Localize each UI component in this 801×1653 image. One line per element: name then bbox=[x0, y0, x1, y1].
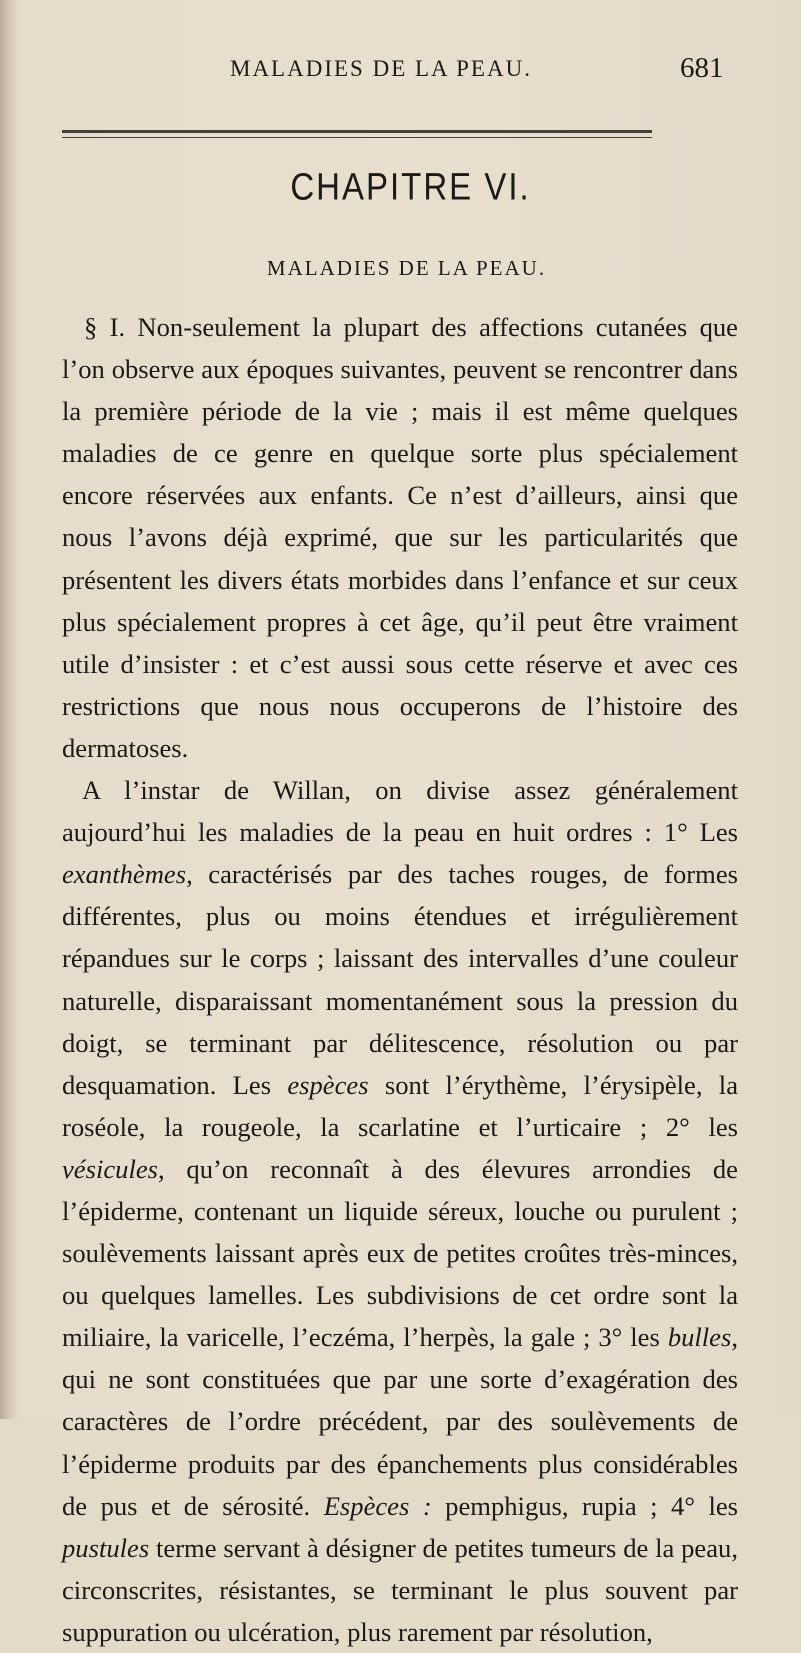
italic-term: exanthèmes bbox=[62, 859, 187, 890]
italic-term: pustules bbox=[62, 1532, 150, 1563]
paragraph-2-text: , caractérisés par des taches rouges, de formes différentes, plus ou moins étendues et irrégulièrement répandues sur le corps ; laissant des intervalles d’une couleur naturelle, disparaissant momentanément sous la pression du doigt, se terminant par délitescence, résolution ou par desquamation. Les bbox=[62, 859, 738, 1100]
paragraph-2 bbox=[62, 769, 738, 1653]
header-rule bbox=[62, 130, 652, 138]
italic-term: Espèces : bbox=[323, 1490, 432, 1521]
paragraph-2-text: , qui ne sont constituées que par une sorte d’exagération des caractères de l’ordre précédent, par des soulèvements de l’épiderme produits par des épanchements plus considérables de pus et de sérosité. bbox=[62, 1322, 738, 1521]
body-text bbox=[62, 306, 738, 1653]
page-number: 681 bbox=[680, 52, 724, 84]
page-binding-edge bbox=[0, 0, 18, 1419]
chapter-title: CHAPITRE VI. bbox=[290, 165, 531, 208]
paragraph-2-text: sont l’érythème, l’érysipèle, la roséole, la rougeole, la scarlatine et l’urticaire ; 2° les bbox=[62, 1069, 738, 1142]
paragraph-1: § I. Non-seulement la plupart des affections cutanées que l’on observe aux époques suivantes, peuvent se rencontrer dans la première période de la vie ; mais il est même quelques maladies de ce genre en quelque sorte plus spécialement encore réservées aux enfants. Ce n’est d’ailleurs, ainsi que nous l’avons déjà exprimé, que sur les particularités que présentent les divers états morbides dans l’enfance et sur ceux plus spécialement propres à cet âge, qu’il peut être vraiment utile d’insister : et c’est aussi sous cette réserve et avec ces restrictions que nous nous occuperons de l’histoire des dermatoses. bbox=[62, 312, 738, 763]
paragraph-2-text: terme servant à désigner de petites tumeurs de la peau, circonscrites, résistantes, se terminant le plus souvent par suppuration ou ulcération, plus rarement par résolution, bbox=[62, 1532, 738, 1647]
paragraph-2-text: , qu’on reconnaît à des élevures arrondies de l’épiderme, contenant un liquide séreux, louche ou purulent ; soulèvements laissant après eux de petites croûtes très-minces, ou quelques lamelles. Les subdivisions de cet ordre sont la miliaire, la varicelle, l’eczéma, l’herpès, la gale ; 3° les bbox=[62, 1153, 738, 1353]
italic-term: vésicules bbox=[62, 1153, 158, 1184]
running-head bbox=[0, 52, 801, 96]
chapter-subtitle: MALADIES DE LA PEAU. bbox=[266, 256, 547, 280]
italic-term: bulles bbox=[667, 1322, 732, 1353]
italic-term: espèces bbox=[287, 1069, 369, 1100]
running-head-title: MALADIES DE LA PEAU. bbox=[230, 56, 532, 81]
paragraph-2-text: pemphigus, rupia ; 4° les bbox=[431, 1490, 739, 1521]
paragraph-2-text: A l’instar de Willan, on divise assez généralement aujourd’hui les maladies de la peau en huit ordres : 1° Les bbox=[62, 775, 738, 848]
